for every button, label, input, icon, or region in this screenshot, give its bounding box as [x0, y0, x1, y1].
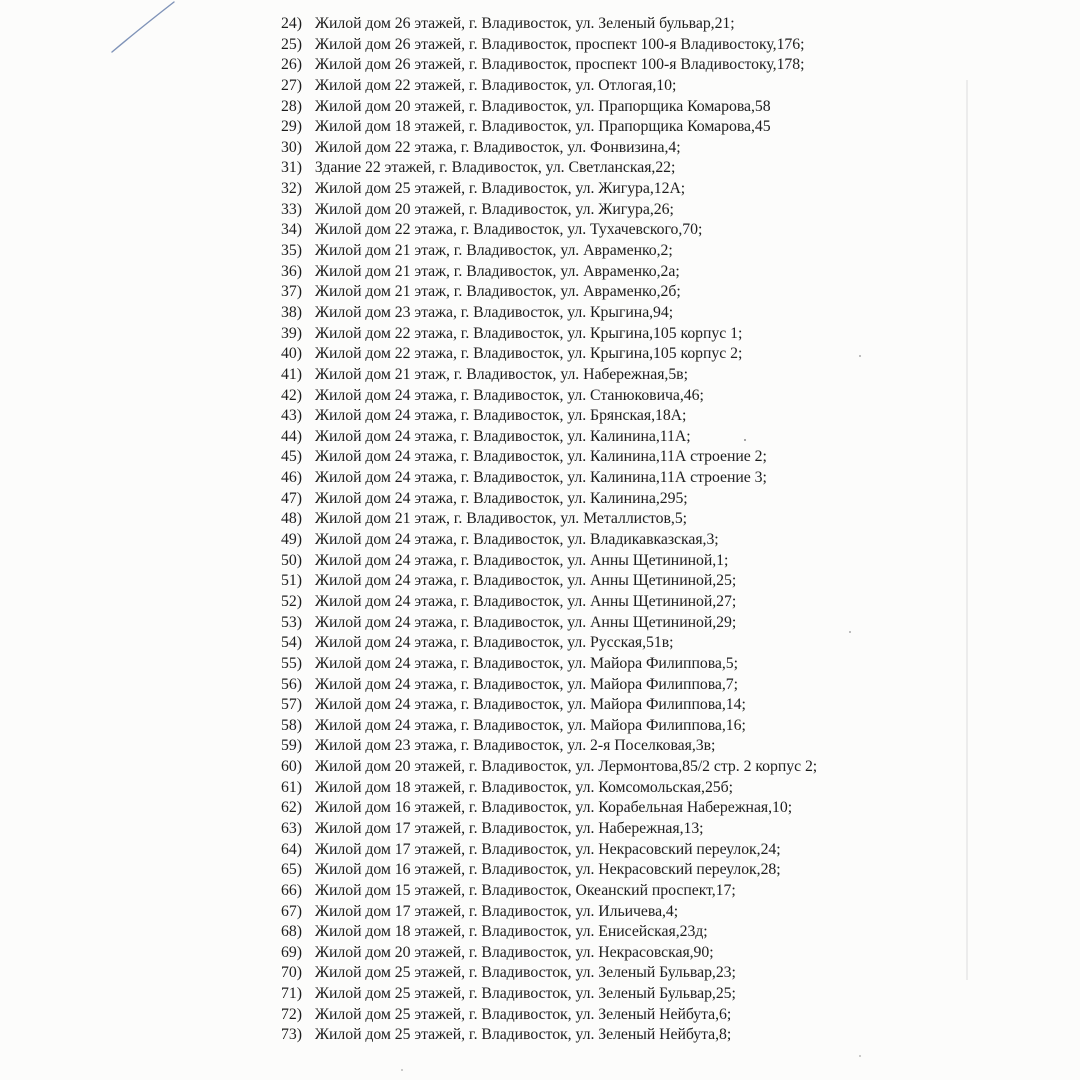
- list-item-number: 41): [281, 365, 302, 383]
- list-item: [281, 55, 921, 76]
- list-item-number: 66): [281, 881, 302, 899]
- list-item-number: 73): [281, 1026, 302, 1044]
- list-item: [281, 241, 921, 262]
- list-item-number: 68): [281, 923, 302, 941]
- list-item-number: 64): [281, 840, 302, 858]
- list-item-text: Жилой дом 23 этажа, г. Владивосток, ул. Крыгина,94;: [314, 303, 674, 321]
- list-item: [281, 819, 921, 840]
- list-item: [281, 757, 921, 778]
- list-item-number: 47): [281, 489, 302, 507]
- list-item-number: 31): [281, 159, 302, 177]
- list-item-text: Жилой дом 25 этажей, г. Владивосток, ул. Жигура,12А;: [314, 180, 686, 198]
- list-item: [281, 262, 921, 283]
- list-item-number: 44): [281, 427, 302, 445]
- list-item-text: Жилой дом 20 этажей, г. Владивосток, ул. Жигура,26;: [314, 200, 674, 218]
- list-item: [281, 303, 921, 324]
- list-item-number: 48): [281, 510, 302, 528]
- list-item-number: 40): [281, 345, 302, 363]
- list-item-text: Жилой дом 25 этажей, г. Владивосток, ул. Зеленый Нейбута,6;: [314, 1005, 732, 1023]
- list-item-text: Жилой дом 17 этажей, г. Владивосток, ул. Некрасовский переулок,24;: [314, 840, 781, 858]
- list-item: [281, 509, 921, 530]
- list-item-text: Жилой дом 24 этажа, г. Владивосток, ул. Анны Щетининой,27;: [314, 592, 737, 610]
- list-item-text: Жилой дом 21 этаж, г. Владивосток, ул. Авраменко,2б;: [314, 283, 681, 301]
- list-item: [281, 943, 921, 964]
- list-item: [281, 447, 921, 468]
- list-item-number: 28): [281, 97, 302, 115]
- list-item: [281, 716, 921, 737]
- list-item: [281, 592, 921, 613]
- list-item-text: Жилой дом 24 этажа, г. Владивосток, ул. Анны Щетининой,29;: [314, 613, 737, 631]
- list-item: [281, 386, 921, 407]
- list-item-text: Жилой дом 24 этажа, г. Владивосток, ул. Калинина,11А;: [314, 427, 691, 445]
- list-item-text: Жилой дом 26 этажей, г. Владивосток, ул. Зеленый бульвар,21;: [314, 15, 735, 32]
- list-item: [281, 551, 921, 572]
- list-item-number: 54): [281, 634, 302, 652]
- list-item-text: Жилой дом 24 этажа, г. Владивосток, ул. Брянская,18А;: [314, 407, 687, 425]
- list-item-number: 42): [281, 386, 302, 404]
- list-item-text: Жилой дом 23 этажа, г. Владивосток, ул. 2-я Поселковая,3в;: [314, 737, 716, 755]
- list-item-text: Жилой дом 22 этажа, г. Владивосток, ул. Крыгина,105 корпус 1;: [314, 324, 743, 342]
- list-item-number: 30): [281, 138, 302, 156]
- list-item-number: 25): [281, 35, 302, 53]
- list-item-text: Жилой дом 18 этажей, г. Владивосток, ул. Прапорщика Комарова,45: [314, 118, 771, 136]
- list-item-number: 36): [281, 262, 302, 280]
- list-item-number: 50): [281, 551, 302, 569]
- list-item-text: Жилой дом 21 этаж, г. Владивосток, ул. Авраменко,2;: [314, 242, 673, 260]
- list-item: [281, 963, 921, 984]
- list-item-number: 70): [281, 964, 302, 982]
- list-item-text: Жилой дом 16 этажей, г. Владивосток, ул. Некрасовский переулок,28;: [314, 861, 781, 879]
- list-item: [281, 840, 921, 861]
- list-item: [281, 97, 921, 118]
- list-item-number: 43): [281, 407, 302, 425]
- list-item: [281, 220, 921, 241]
- list-item-number: 51): [281, 572, 302, 590]
- list-item-number: 67): [281, 902, 302, 920]
- list-item: [281, 778, 921, 799]
- list-item-text: Жилой дом 18 этажей, г. Владивосток, ул. Енисейская,23д;: [314, 923, 708, 941]
- list-item-number: 34): [281, 221, 302, 239]
- list-item-number: 38): [281, 303, 302, 321]
- list-item-text: Жилой дом 24 этажа, г. Владивосток, ул. Калинина,11А строение 2;: [314, 448, 767, 466]
- list-item-number: 39): [281, 324, 302, 342]
- list-item: [281, 344, 921, 365]
- list-item: [281, 489, 921, 510]
- list-item-text: Жилой дом 24 этажа, г. Владивосток, ул. Владикавказская,3;: [314, 531, 719, 549]
- list-item: [281, 138, 921, 159]
- list-item: [281, 613, 921, 634]
- list-item-number: 57): [281, 696, 302, 714]
- list-item: [281, 633, 921, 654]
- list-item: [281, 179, 921, 200]
- list-item-text: Жилой дом 20 этажей, г. Владивосток, ул. Лермонтова,85/2 стр. 2 корпус 2;: [314, 758, 818, 776]
- list-item-text: Жилой дом 25 этажей, г. Владивосток, ул. Зеленый Нейбута,8;: [314, 1026, 732, 1044]
- list-item: [281, 200, 921, 221]
- list-item: [281, 365, 921, 386]
- list-item-text: Здание 22 этажей, г. Владивосток, ул. Светланская,22;: [314, 159, 676, 177]
- list-item-text: Жилой дом 24 этажа, г. Владивосток, ул. Станюковича,46;: [314, 386, 704, 404]
- list-item: [281, 922, 921, 943]
- list-item: [281, 1025, 921, 1046]
- list-item: [281, 902, 921, 923]
- list-item-number: 26): [281, 56, 302, 74]
- list-item-number: 24): [281, 15, 302, 32]
- list-item-text: Жилой дом 26 этажей, г. Владивосток, проспект 100-я Владивостоку,176;: [314, 35, 805, 53]
- list-item-text: Жилой дом 22 этажа, г. Владивосток, ул. Крыгина,105 корпус 2;: [314, 345, 743, 363]
- building-list: [281, 14, 921, 1046]
- list-item-number: 56): [281, 675, 302, 693]
- list-item-text: Жилой дом 21 этаж, г. Владивосток, ул. Авраменко,2а;: [314, 262, 680, 280]
- list-item-number: 55): [281, 654, 302, 672]
- list-item-number: 61): [281, 778, 302, 796]
- list-item-text: Жилой дом 17 этажей, г. Владивосток, ул. Ильичева,4;: [314, 902, 679, 920]
- list-item-number: 62): [281, 799, 302, 817]
- list-item-text: Жилой дом 24 этажа, г. Владивосток, ул. Анны Щетининой,1;: [314, 551, 729, 569]
- list-item: [281, 530, 921, 551]
- list-item: [281, 860, 921, 881]
- list-item-text: Жилой дом 17 этажей, г. Владивосток, ул. Набережная,13;: [314, 819, 704, 837]
- list-item: [281, 406, 921, 427]
- list-item-text: Жилой дом 24 этажа, г. Владивосток, ул. Калинина,11А строение 3;: [314, 469, 767, 487]
- list-item-number: 58): [281, 716, 302, 734]
- list-item: [281, 654, 921, 675]
- list-item-text: Жилой дом 22 этажей, г. Владивосток, ул. Отлогая,10;: [314, 76, 677, 94]
- list-item-text: Жилой дом 20 этажей, г. Владивосток, ул. Прапорщика Комарова,58: [314, 97, 771, 115]
- list-item: [281, 1005, 921, 1026]
- list-item: [281, 881, 921, 902]
- list-item-text: Жилой дом 24 этажа, г. Владивосток, ул. Майора Филиппова,7;: [314, 675, 738, 693]
- list-item-number: 63): [281, 819, 302, 837]
- list-item: [281, 798, 921, 819]
- list-item-number: 49): [281, 531, 302, 549]
- list-item-number: 27): [281, 76, 302, 94]
- list-item-number: 52): [281, 592, 302, 610]
- list-item: [281, 695, 921, 716]
- list-item: [281, 571, 921, 592]
- list-item-text: Жилой дом 18 этажей, г. Владивосток, ул. Комсомольская,25б;: [314, 778, 733, 796]
- list-item-number: 37): [281, 283, 302, 301]
- list-item-number: 32): [281, 180, 302, 198]
- list-item-text: Жилой дом 25 этажей, г. Владивосток, ул. Зеленый Бульвар,23;: [314, 964, 736, 982]
- list-item-text: Жилой дом 22 этажа, г. Владивосток, ул. Фонвизина,4;: [314, 138, 681, 156]
- list-item-text: Жилой дом 25 этажей, г. Владивосток, ул. Зеленый Бульвар,25;: [314, 985, 736, 1003]
- list-item-text: Жилой дом 22 этажа, г. Владивосток, ул. Тухачевского,70;: [314, 221, 703, 239]
- list-item-number: 46): [281, 469, 302, 487]
- list-item-number: 71): [281, 985, 302, 1003]
- list-item-number: 69): [281, 943, 302, 961]
- list-item-text: Жилой дом 24 этажа, г. Владивосток, ул. Майора Филиппова,5;: [314, 654, 738, 672]
- list-item: [281, 427, 921, 448]
- list-item-text: Жилой дом 24 этажа, г. Владивосток, ул. Калинина,295;: [314, 489, 688, 507]
- list-item: [281, 984, 921, 1005]
- list-item-text: Жилой дом 24 этажа, г. Владивосток, ул. Майора Филиппова,16;: [314, 716, 746, 734]
- list-item-text: Жилой дом 21 этаж, г. Владивосток, ул. Металлистов,5;: [314, 510, 688, 528]
- list-item: [281, 117, 921, 138]
- list-item-number: 53): [281, 613, 302, 631]
- list-item-text: Жилой дом 15 этажей, г. Владивосток, Океанский проспект,17;: [314, 881, 736, 899]
- list-item-text: Жилой дом 20 этажей, г. Владивосток, ул. Некрасовская,90;: [314, 943, 714, 961]
- list-item-number: 59): [281, 737, 302, 755]
- list-item: [281, 675, 921, 696]
- list-item-text: Жилой дом 16 этажей, г. Владивосток, ул. Корабельная Набережная,10;: [314, 799, 793, 817]
- list-item: [281, 158, 921, 179]
- list-item: [281, 736, 921, 757]
- list-item-text: Жилой дом 24 этажа, г. Владивосток, ул. Анны Щетининой,25;: [314, 572, 737, 590]
- list-item-number: 60): [281, 758, 302, 776]
- list-item-text: Жилой дом 26 этажей, г. Владивосток, проспект 100-я Владивостоку,178;: [314, 56, 805, 74]
- list-item-number: 45): [281, 448, 302, 466]
- list-item-number: 65): [281, 861, 302, 879]
- list-item: [281, 14, 921, 35]
- list-item-number: 29): [281, 118, 302, 136]
- list-item-text: Жилой дом 21 этаж, г. Владивосток, ул. Набережная,5в;: [314, 365, 688, 383]
- list-item-text: Жилой дом 24 этажа, г. Владивосток, ул. Майора Филиппова,14;: [314, 696, 746, 714]
- list-item-number: 33): [281, 200, 302, 218]
- list-item: [281, 468, 921, 489]
- list-item: [281, 76, 921, 97]
- list-item-number: 72): [281, 1005, 302, 1023]
- list-item: [281, 35, 921, 56]
- list-item: [281, 282, 921, 303]
- list-item: [281, 324, 921, 345]
- list-item-number: 35): [281, 242, 302, 260]
- list-item-text: Жилой дом 24 этажа, г. Владивосток, ул. Русская,51в;: [314, 634, 674, 652]
